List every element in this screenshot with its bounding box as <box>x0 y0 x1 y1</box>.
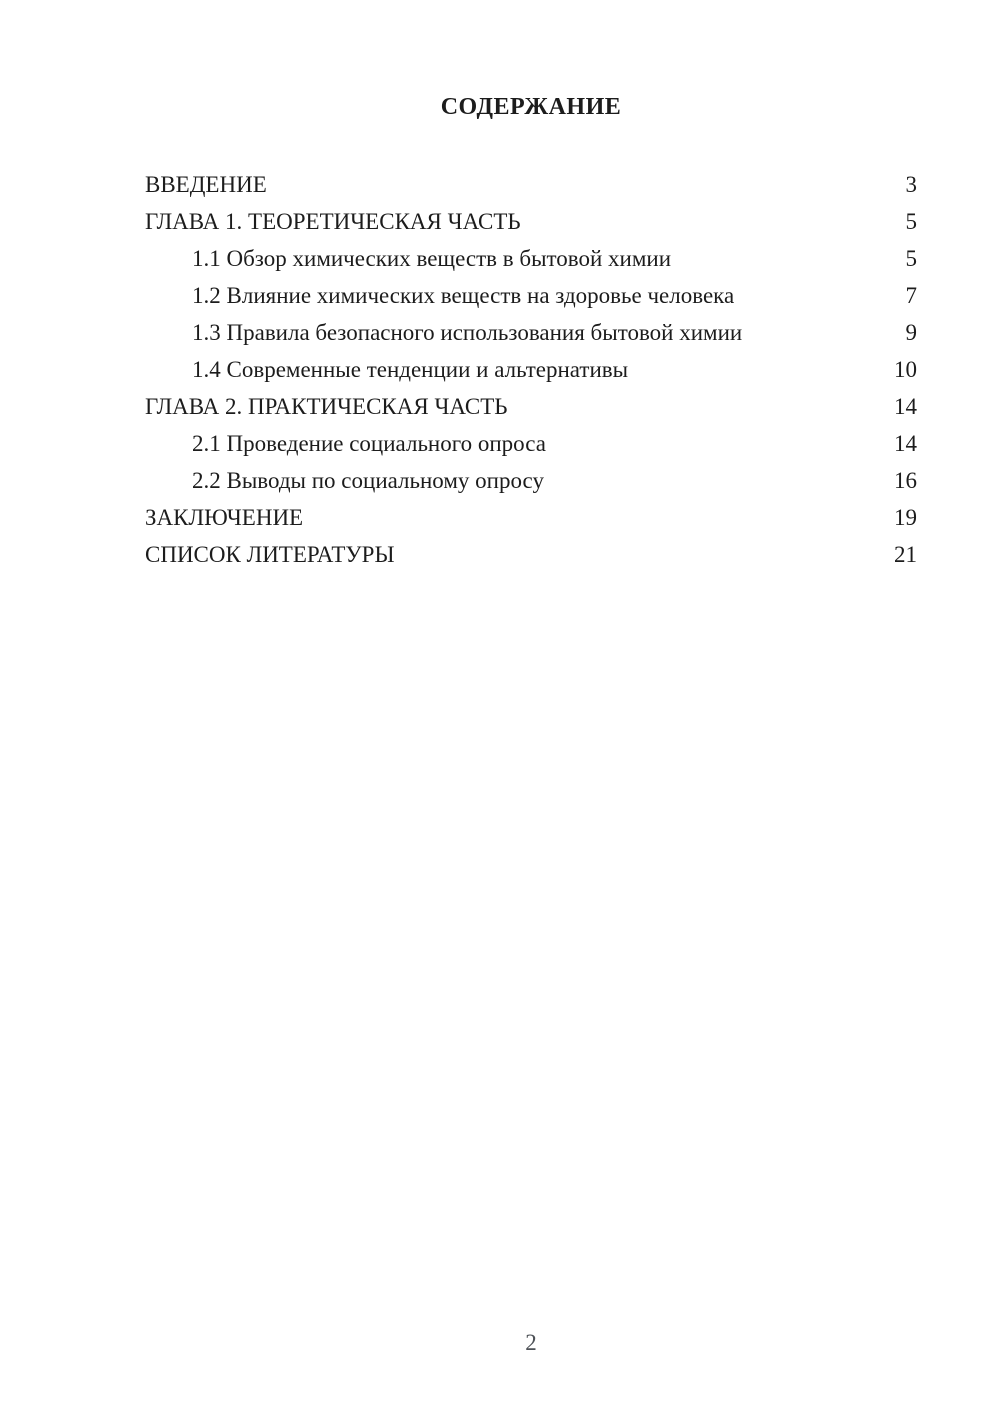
toc-entry <box>145 388 917 425</box>
toc-entry-label: ЗАКЛЮЧЕНИЕ <box>145 505 304 530</box>
toc-entry-page: 21 <box>894 542 917 567</box>
toc-entry-page: 5 <box>905 246 917 271</box>
page-number: 2 <box>525 1330 537 1355</box>
toc-entry <box>145 314 917 351</box>
toc-list <box>145 166 917 573</box>
toc-entry-label: 1.3 Правила безопасного использования бытовой химии <box>192 320 743 345</box>
toc-entry <box>145 351 917 388</box>
toc-entry-page: 14 <box>894 394 917 419</box>
toc-entry-label: 2.1 Проведение социального опроса <box>192 431 546 456</box>
toc-entry <box>145 499 917 536</box>
toc-entry-page: 14 <box>894 431 917 456</box>
toc-entry-label: 2.2 Выводы по социальному опросу <box>192 468 544 493</box>
toc-entry-label: 1.4 Современные тенденции и альтернативы <box>192 357 629 382</box>
toc-title: СОДЕРЖАНИЕ <box>440 94 622 120</box>
toc-entry <box>145 462 917 499</box>
toc-entry-page: 3 <box>905 172 917 197</box>
toc-entry-label: 1.1 Обзор химических веществ в бытовой химии <box>192 246 672 271</box>
toc-entry <box>145 425 917 462</box>
toc-entry <box>145 166 917 203</box>
toc-entry-label: ВВЕДЕНИЕ <box>145 172 267 197</box>
toc-entry <box>145 277 917 314</box>
toc-entry-label: 1.2 Влияние химических веществ на здоровье человека <box>192 283 735 308</box>
toc-entry-label: ГЛАВА 2. ПРАКТИЧЕСКАЯ ЧАСТЬ <box>145 394 508 419</box>
toc-entry-page: 16 <box>894 468 917 493</box>
toc-entry-page: 9 <box>905 320 917 345</box>
toc-entry-label: СПИСОК ЛИТЕРАТУРЫ <box>145 542 395 567</box>
toc-entry <box>145 203 917 240</box>
toc-entry <box>145 536 917 573</box>
toc-entry-page: 5 <box>905 209 917 234</box>
toc-entry-page: 19 <box>894 505 917 530</box>
toc-entry <box>145 240 917 277</box>
toc-entry-page: 7 <box>905 283 917 308</box>
toc-entry-label: ГЛАВА 1. ТЕОРЕТИЧЕСКАЯ ЧАСТЬ <box>145 209 521 234</box>
toc-entry-page: 10 <box>894 357 917 382</box>
